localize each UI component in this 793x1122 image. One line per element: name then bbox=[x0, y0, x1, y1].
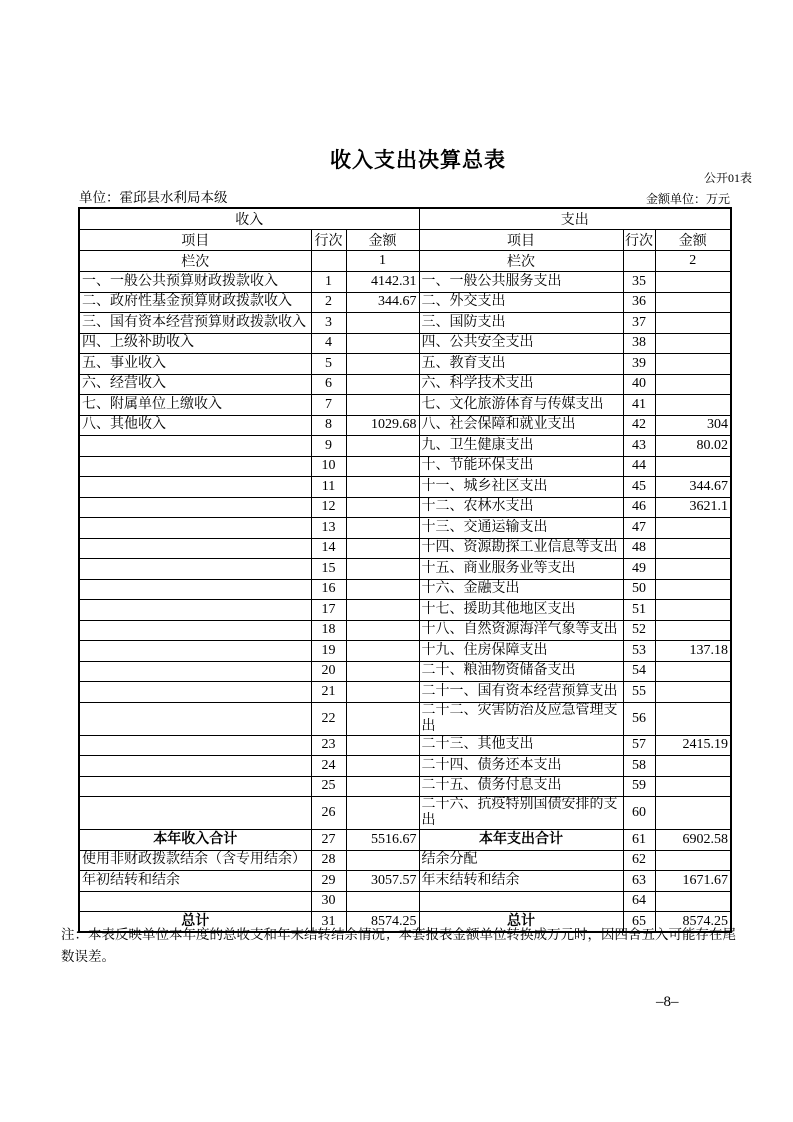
table-row bbox=[79, 850, 731, 871]
table-row bbox=[79, 871, 731, 892]
expense-line-no-cell: 59 bbox=[623, 776, 655, 797]
table-row bbox=[79, 776, 731, 797]
income-line-no-cell: 27 bbox=[311, 830, 346, 851]
doc-code-label: 公开01表 bbox=[703, 171, 752, 185]
expense-amount-cell bbox=[655, 579, 731, 600]
income-item-cell: 四、上级补助收入 bbox=[79, 333, 311, 354]
table-header bbox=[79, 208, 731, 272]
income-amount-cell bbox=[346, 682, 419, 703]
income-line-no-cell: 16 bbox=[311, 579, 346, 600]
expense-amount-cell bbox=[655, 272, 731, 293]
income-item-cell: 八、其他收入 bbox=[79, 415, 311, 436]
expense-amount-cell bbox=[655, 456, 731, 477]
expense-amount-cell bbox=[655, 313, 731, 334]
expense-section-header: 支出 bbox=[419, 208, 731, 230]
expense-item-cell: 九、卫生健康支出 bbox=[419, 436, 623, 457]
expense-line-no-cell: 38 bbox=[623, 333, 655, 354]
income-item-cell bbox=[79, 620, 311, 641]
expense-item-cell: 十二、农林水支出 bbox=[419, 497, 623, 518]
table-row bbox=[79, 292, 731, 313]
income-item-cell bbox=[79, 477, 311, 498]
income-column-index-label: 栏次 bbox=[79, 251, 311, 272]
income-amount-cell bbox=[346, 702, 419, 735]
expense-line-no-cell: 57 bbox=[623, 735, 655, 756]
table-row bbox=[79, 272, 731, 293]
expense-item-cell: 二十四、债务还本支出 bbox=[419, 756, 623, 777]
income-amount-cell bbox=[346, 891, 419, 912]
income-item-cell: 五、事业收入 bbox=[79, 354, 311, 375]
income-line-no-cell: 20 bbox=[311, 661, 346, 682]
income-line-no-cell: 10 bbox=[311, 456, 346, 477]
expense-line-no-cell: 43 bbox=[623, 436, 655, 457]
table-row bbox=[79, 830, 731, 851]
expense-amount-cell bbox=[655, 756, 731, 777]
expense-item-cell: 六、科学技术支出 bbox=[419, 374, 623, 395]
table-row bbox=[79, 641, 731, 662]
expense-column-number: 2 bbox=[655, 251, 731, 272]
income-column-number: 1 bbox=[346, 251, 419, 272]
income-line-no-cell: 7 bbox=[311, 395, 346, 416]
expense-line-no-cell: 39 bbox=[623, 354, 655, 375]
expense-item-cell: 八、社会保障和就业支出 bbox=[419, 415, 623, 436]
expense-item-cell: 五、教育支出 bbox=[419, 354, 623, 375]
expense-line-no-cell: 44 bbox=[623, 456, 655, 477]
income-amount-cell: 4142.31 bbox=[346, 272, 419, 293]
income-amount-cell bbox=[346, 776, 419, 797]
table-row bbox=[79, 477, 731, 498]
expense-line-no-cell: 53 bbox=[623, 641, 655, 662]
income-line-no-cell: 26 bbox=[311, 797, 346, 830]
page-number: –8– bbox=[656, 994, 679, 1010]
income-item-cell bbox=[79, 776, 311, 797]
income-item-cell bbox=[79, 735, 311, 756]
expense-line-no-cell: 62 bbox=[623, 850, 655, 871]
income-item-cell bbox=[79, 456, 311, 477]
expense-item-cell: 二十三、其他支出 bbox=[419, 735, 623, 756]
income-line-no-cell: 14 bbox=[311, 538, 346, 559]
expense-line-no-cell: 60 bbox=[623, 797, 655, 830]
expense-item-cell: 十五、商业服务业等支出 bbox=[419, 559, 623, 580]
expense-line-no-cell: 48 bbox=[623, 538, 655, 559]
expense-item-cell: 十六、金融支出 bbox=[419, 579, 623, 600]
expense-line-no-cell: 42 bbox=[623, 415, 655, 436]
table-row bbox=[79, 395, 731, 416]
table-row bbox=[79, 600, 731, 621]
income-amount-cell: 344.67 bbox=[346, 292, 419, 313]
income-amount-cell bbox=[346, 620, 419, 641]
income-item-cell bbox=[79, 538, 311, 559]
income-line-no-cell: 22 bbox=[311, 702, 346, 735]
expense-line-no-cell: 56 bbox=[623, 702, 655, 735]
income-amount-cell bbox=[346, 756, 419, 777]
expense-line-no-cell: 54 bbox=[623, 661, 655, 682]
income-item-cell: 一、一般公共预算财政拨款收入 bbox=[79, 272, 311, 293]
income-line-no-cell: 1 bbox=[311, 272, 346, 293]
expense-item-cell: 二十二、灾害防治及应急管理支出 bbox=[419, 702, 623, 735]
income-amount-cell bbox=[346, 600, 419, 621]
expense-item-cell: 三、国防支出 bbox=[419, 313, 623, 334]
income-amount-header: 金额 bbox=[346, 230, 419, 251]
income-amount-cell: 3057.57 bbox=[346, 871, 419, 892]
expense-line-index-empty-cell bbox=[623, 251, 655, 272]
income-item-cell bbox=[79, 756, 311, 777]
expense-amount-cell bbox=[655, 702, 731, 735]
expense-item-cell: 十四、资源勘探工业信息等支出 bbox=[419, 538, 623, 559]
income-line-no-cell: 31 bbox=[311, 912, 346, 933]
expense-item-cell: 总计 bbox=[419, 912, 623, 933]
expense-item-cell: 十九、住房保障支出 bbox=[419, 641, 623, 662]
income-line-no-cell: 4 bbox=[311, 333, 346, 354]
income-line-no-cell: 23 bbox=[311, 735, 346, 756]
expense-amount-cell: 304 bbox=[655, 415, 731, 436]
expense-amount-cell bbox=[655, 682, 731, 703]
income-amount-cell bbox=[346, 477, 419, 498]
expense-amount-cell bbox=[655, 776, 731, 797]
expense-amount-cell bbox=[655, 538, 731, 559]
income-line-no-cell: 21 bbox=[311, 682, 346, 703]
income-amount-cell: 5516.67 bbox=[346, 830, 419, 851]
income-item-cell: 使用非财政拨款结余（含专用结余） bbox=[79, 850, 311, 871]
income-line-no-cell: 12 bbox=[311, 497, 346, 518]
expense-amount-cell bbox=[655, 797, 731, 830]
expense-line-no-cell: 35 bbox=[623, 272, 655, 293]
expense-amount-cell bbox=[655, 292, 731, 313]
expense-amount-header: 金额 bbox=[655, 230, 731, 251]
table-row bbox=[79, 579, 731, 600]
unit-name-label: 单位：霍邱县水利局本级 bbox=[79, 190, 228, 205]
page-title: 收入支出决算总表 bbox=[330, 148, 506, 172]
expense-amount-cell: 344.67 bbox=[655, 477, 731, 498]
expense-amount-cell bbox=[655, 518, 731, 539]
income-amount-cell bbox=[346, 559, 419, 580]
income-line-no-cell: 3 bbox=[311, 313, 346, 334]
table-row bbox=[79, 891, 731, 912]
expense-item-cell: 四、公共安全支出 bbox=[419, 333, 623, 354]
table-row bbox=[79, 374, 731, 395]
income-amount-cell bbox=[346, 497, 419, 518]
income-amount-cell bbox=[346, 518, 419, 539]
income-item-cell: 三、国有资本经营预算财政拨款收入 bbox=[79, 313, 311, 334]
income-amount-cell bbox=[346, 661, 419, 682]
expense-amount-cell: 137.18 bbox=[655, 641, 731, 662]
footnote: 注：本表反映单位本年度的总收支和年末结转结余情况；本套报表金额单位转换成万元时，因四舍五入可能存在尾数误差。 bbox=[61, 927, 736, 964]
expense-item-header: 项目 bbox=[419, 230, 623, 251]
table-row bbox=[79, 354, 731, 375]
expense-item-cell: 年末结转和结余 bbox=[419, 871, 623, 892]
expense-line-no-cell: 45 bbox=[623, 477, 655, 498]
expense-item-cell: 十三、交通运输支出 bbox=[419, 518, 623, 539]
table-row bbox=[79, 735, 731, 756]
income-item-cell bbox=[79, 559, 311, 580]
expense-amount-cell bbox=[655, 333, 731, 354]
table-row bbox=[79, 682, 731, 703]
expense-item-cell: 二十五、债务付息支出 bbox=[419, 776, 623, 797]
expense-line-no-cell: 49 bbox=[623, 559, 655, 580]
table-row bbox=[79, 436, 731, 457]
expense-line-no-cell: 63 bbox=[623, 871, 655, 892]
table-row bbox=[79, 559, 731, 580]
income-amount-cell bbox=[346, 797, 419, 830]
income-line-no-cell: 19 bbox=[311, 641, 346, 662]
table-body bbox=[79, 272, 731, 933]
expense-line-no-cell: 47 bbox=[623, 518, 655, 539]
column-header-row bbox=[79, 230, 731, 251]
expense-item-cell: 一、一般公共服务支出 bbox=[419, 272, 623, 293]
expense-line-no-cell: 61 bbox=[623, 830, 655, 851]
income-line-no-cell: 8 bbox=[311, 415, 346, 436]
amount-unit-label: 金额单位：万元 bbox=[645, 192, 730, 206]
section-header-row bbox=[79, 208, 731, 230]
income-item-cell bbox=[79, 497, 311, 518]
income-item-cell: 七、附属单位上缴收入 bbox=[79, 395, 311, 416]
table-row bbox=[79, 333, 731, 354]
expense-item-cell: 二十一、国有资本经营预算支出 bbox=[419, 682, 623, 703]
income-amount-cell bbox=[346, 641, 419, 662]
income-amount-cell bbox=[346, 395, 419, 416]
table-row bbox=[79, 415, 731, 436]
income-item-cell bbox=[79, 891, 311, 912]
income-amount-cell bbox=[346, 313, 419, 334]
expense-item-cell: 十、节能环保支出 bbox=[419, 456, 623, 477]
expense-amount-cell: 8574.25 bbox=[655, 912, 731, 933]
expense-amount-cell: 1671.67 bbox=[655, 871, 731, 892]
income-line-no-cell: 11 bbox=[311, 477, 346, 498]
income-line-no-cell: 9 bbox=[311, 436, 346, 457]
expense-line-no-cell: 55 bbox=[623, 682, 655, 703]
income-line-no-cell: 18 bbox=[311, 620, 346, 641]
income-line-no-cell: 25 bbox=[311, 776, 346, 797]
income-item-cell: 二、政府性基金预算财政拨款收入 bbox=[79, 292, 311, 313]
income-line-no-cell: 30 bbox=[311, 891, 346, 912]
expense-amount-cell bbox=[655, 600, 731, 621]
expense-line-no-cell: 50 bbox=[623, 579, 655, 600]
income-item-cell bbox=[79, 797, 311, 830]
expense-item-cell: 二十、粮油物资储备支出 bbox=[419, 661, 623, 682]
table-row bbox=[79, 620, 731, 641]
income-amount-cell: 1029.68 bbox=[346, 415, 419, 436]
income-item-cell bbox=[79, 600, 311, 621]
expense-item-cell: 二十六、抗疫特别国债安排的支出 bbox=[419, 797, 623, 830]
expense-amount-cell bbox=[655, 395, 731, 416]
income-item-cell bbox=[79, 436, 311, 457]
expense-amount-cell: 6902.58 bbox=[655, 830, 731, 851]
income-item-cell bbox=[79, 641, 311, 662]
expense-amount-cell bbox=[655, 354, 731, 375]
income-item-cell: 总计 bbox=[79, 912, 311, 933]
table-row bbox=[79, 756, 731, 777]
expense-line-no-cell: 65 bbox=[623, 912, 655, 933]
expense-line-no-header: 行次 bbox=[623, 230, 655, 251]
income-line-no-header: 行次 bbox=[311, 230, 346, 251]
income-amount-cell bbox=[346, 735, 419, 756]
income-line-no-cell: 28 bbox=[311, 850, 346, 871]
expense-amount-cell: 80.02 bbox=[655, 436, 731, 457]
expense-item-cell: 结余分配 bbox=[419, 850, 623, 871]
income-line-no-cell: 13 bbox=[311, 518, 346, 539]
income-amount-cell bbox=[346, 354, 419, 375]
table-row bbox=[79, 661, 731, 682]
expense-amount-cell bbox=[655, 559, 731, 580]
expense-amount-cell bbox=[655, 891, 731, 912]
table-row bbox=[79, 538, 731, 559]
expense-line-no-cell: 36 bbox=[623, 292, 655, 313]
income-item-cell bbox=[79, 579, 311, 600]
expense-line-no-cell: 58 bbox=[623, 756, 655, 777]
income-amount-cell bbox=[346, 456, 419, 477]
income-amount-cell bbox=[346, 436, 419, 457]
income-item-cell bbox=[79, 518, 311, 539]
table-row bbox=[79, 313, 731, 334]
expense-amount-cell bbox=[655, 620, 731, 641]
table-row bbox=[79, 797, 731, 830]
expense-line-no-cell: 51 bbox=[623, 600, 655, 621]
expense-amount-cell bbox=[655, 850, 731, 871]
expense-amount-cell bbox=[655, 661, 731, 682]
income-item-cell: 六、经营收入 bbox=[79, 374, 311, 395]
income-amount-cell bbox=[346, 333, 419, 354]
income-section-header: 收入 bbox=[79, 208, 419, 230]
table-row bbox=[79, 456, 731, 477]
income-expense-statement-table bbox=[78, 207, 732, 933]
income-item-cell: 本年收入合计 bbox=[79, 830, 311, 851]
income-item-header: 项目 bbox=[79, 230, 311, 251]
expense-line-no-cell: 40 bbox=[623, 374, 655, 395]
expense-amount-cell bbox=[655, 374, 731, 395]
income-line-no-cell: 29 bbox=[311, 871, 346, 892]
income-line-no-cell: 5 bbox=[311, 354, 346, 375]
table-row bbox=[79, 702, 731, 735]
income-item-cell: 年初结转和结余 bbox=[79, 871, 311, 892]
income-amount-cell: 8574.25 bbox=[346, 912, 419, 933]
income-line-no-cell: 6 bbox=[311, 374, 346, 395]
expense-item-cell: 七、文化旅游体育与传媒支出 bbox=[419, 395, 623, 416]
income-item-cell bbox=[79, 702, 311, 735]
income-line-index-empty-cell bbox=[311, 251, 346, 272]
expense-line-no-cell: 41 bbox=[623, 395, 655, 416]
expense-item-cell: 十八、自然资源海洋气象等支出 bbox=[419, 620, 623, 641]
income-line-no-cell: 24 bbox=[311, 756, 346, 777]
expense-line-no-cell: 46 bbox=[623, 497, 655, 518]
expense-amount-cell: 2415.19 bbox=[655, 735, 731, 756]
expense-amount-cell: 3621.1 bbox=[655, 497, 731, 518]
expense-item-cell: 十一、城乡社区支出 bbox=[419, 477, 623, 498]
income-amount-cell bbox=[346, 538, 419, 559]
expense-item-cell bbox=[419, 891, 623, 912]
expense-item-cell: 本年支出合计 bbox=[419, 830, 623, 851]
income-line-no-cell: 15 bbox=[311, 559, 346, 580]
income-amount-cell bbox=[346, 850, 419, 871]
expense-line-no-cell: 37 bbox=[623, 313, 655, 334]
income-item-cell bbox=[79, 661, 311, 682]
table-row bbox=[79, 497, 731, 518]
income-item-cell bbox=[79, 682, 311, 703]
expense-item-cell: 二、外交支出 bbox=[419, 292, 623, 313]
column-index-row bbox=[79, 251, 731, 272]
income-amount-cell bbox=[346, 579, 419, 600]
expense-line-no-cell: 52 bbox=[623, 620, 655, 641]
income-line-no-cell: 17 bbox=[311, 600, 346, 621]
income-amount-cell bbox=[346, 374, 419, 395]
expense-line-no-cell: 64 bbox=[623, 891, 655, 912]
income-line-no-cell: 2 bbox=[311, 292, 346, 313]
expense-column-index-label: 栏次 bbox=[419, 251, 623, 272]
expense-item-cell: 十七、援助其他地区支出 bbox=[419, 600, 623, 621]
table-row bbox=[79, 518, 731, 539]
